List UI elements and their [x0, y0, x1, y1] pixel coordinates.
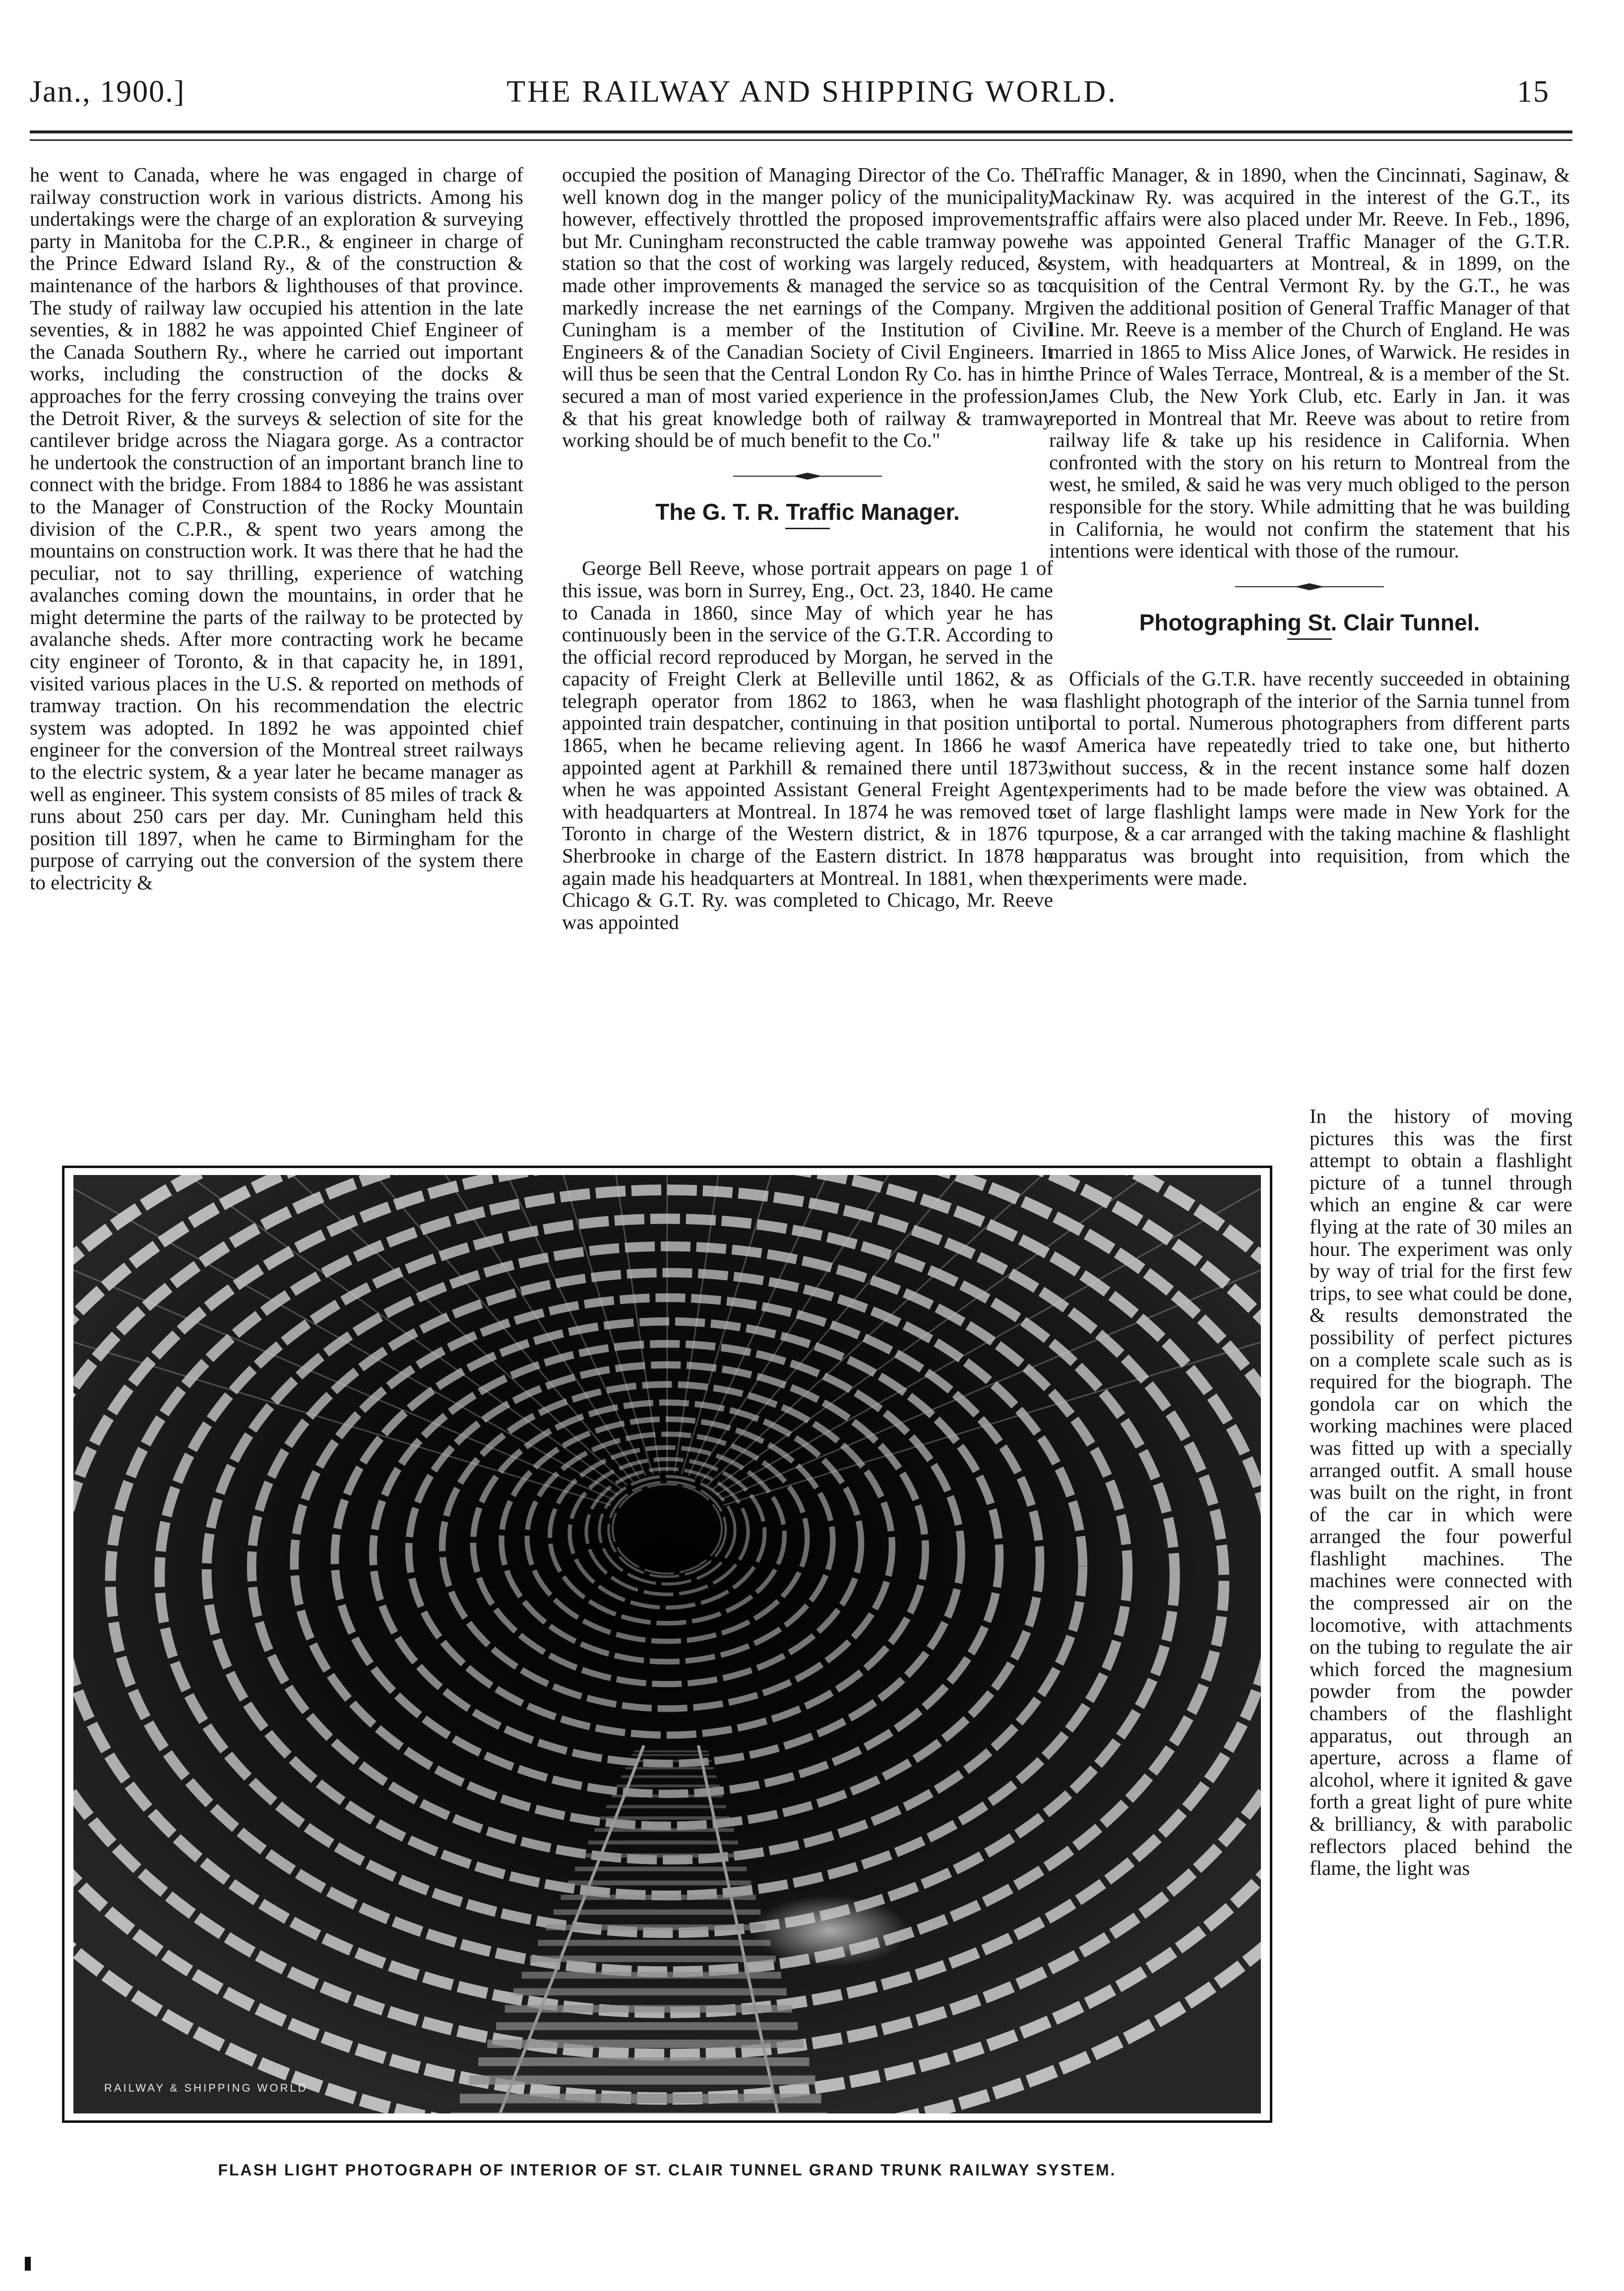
publication-title: THE RAILWAY AND SHIPPING WORLD.	[506, 75, 1118, 109]
paragraph: In the history of moving pictures this was the first attempt to obtain a flashlight picture of a tunnel through which an engine & car were flying at the rate of 30 miles an hour. The experiment was only by way of trial for the first few trips, to see what could be done, & results demonstrated the possibility of perfect pictures on a complete scale such as is required for the biograph. The gondola car on which the working machines were placed was fitted up with a specially arranged outfit. A small house was built on the right, in front of the car in which were arranged the four powerful flashlight machines. The machines were connected with the compressed air on the locomotive, with attachments on the tubing to regulate the air which forced the magnesium powder from the powder chambers of the flashlight apparatus, out through an aperture, across a flame of alcohol, where it ignited & gave forth a great light of pure white & brilliancy, & with parabolic reflectors placed behind the flame, the light was	[1310, 1105, 1572, 1880]
railway-tie	[530, 1956, 776, 1962]
railway-tie	[561, 1895, 755, 1900]
railway-tie	[606, 1805, 726, 1808]
railway-tie	[546, 1924, 765, 1930]
tunnel-photograph-frame	[62, 1166, 1272, 2123]
section-divider-ornament	[1235, 582, 1384, 592]
railway-tie	[554, 1910, 761, 1915]
railway-tie	[478, 2057, 809, 2066]
paragraph: Traffic Manager, & in 1890, when the Cincinnati, Saginaw, & Mackinaw Ry. was acquired in the interest of the G.T., its traffic affairs were also placed under Mr. Reeve. In Feb., 1896, he was appointed General Traffic Manager of the G.T.R. system, with headquarters at Montreal, & in 1899, on the acquisition of the Central Vermont Ry. by the G.T., he was given the additional position of General Traffic Manager of that line. Mr. Reeve is a member of the Church of England. He was married in 1865 to Miss Alice Jones, of Warwick. He resides in the Prince of Wales Terrace, Montreal, & is a member of the St. James Club, the New York Club, etc. Early in Jan. it was reported in Montreal that Mr. Reeve was about to retire from railway life & take up his residence in California. When confronted with the story on his return to Montreal from the west, he smiled, & said he was very much obliged to the person responsible for the story. While admitting that he was building in California, he would not confirm the statement that his intentions were identical with those of the rumour.	[1049, 164, 1570, 562]
section-heading: The G. T. R. Traffic Manager.	[655, 498, 960, 525]
heading-rule	[1287, 638, 1332, 640]
railway-tie	[601, 1816, 730, 1820]
section-divider-ornament	[733, 471, 882, 481]
heading-rule	[785, 528, 830, 529]
section-heading: Photographing St. Clair Tunnel.	[1139, 609, 1480, 635]
column-2	[562, 164, 1053, 1156]
railway-tie	[522, 1972, 781, 1979]
railway-tie	[460, 2094, 821, 2103]
header-rule-thick	[30, 130, 1572, 133]
railway-tie	[625, 1767, 714, 1770]
railway-tie	[513, 1988, 787, 1996]
column-3-continued	[1310, 1105, 1572, 2181]
railway-tie	[487, 2040, 803, 2048]
photo-caption: FLASH LIGHT PHOTOGRAPH OF INTERIOR OF ST. CLAIR TUNNEL GRAND TRUNK RAILWAY SYSTEM.	[218, 2161, 1117, 2179]
railway-tie	[568, 1880, 751, 1885]
tunnel-photograph	[73, 1175, 1261, 2113]
railway-tie	[629, 1760, 711, 1762]
railway-tie	[582, 1854, 743, 1858]
railway-tie	[612, 1795, 723, 1797]
railway-tie	[634, 1750, 708, 1752]
photo-credit: RAILWAY & SHIPPING WORLD	[104, 2082, 308, 2094]
railway-tie	[632, 1754, 709, 1756]
railway-tie	[575, 1867, 747, 1871]
railway-tie	[505, 2005, 792, 2012]
railway-tie	[469, 2075, 815, 2084]
page-corner-mark	[25, 2257, 31, 2271]
column-1	[30, 164, 523, 1156]
page-number: 15	[1517, 75, 1550, 109]
railway-tie	[617, 1785, 720, 1788]
railway-tie	[621, 1775, 716, 1778]
paragraph: Officials of the G.T.R. have recently succeeded in obtaining a flashlight photograph of the interior of the Sarnia tunnel from portal to portal. Numerous photographers from different parts of America have repeatedly tried to take one, but hitherto without success, & in the recent instance some half dozen experiments had to be made before the view was obtained. A set of large flashlight lamps were made in New York for the purpose, & a car arranged with the taking machine & flashlight apparatus was brought into requisition, from which the experiments were made.	[1049, 667, 1570, 889]
column-3	[1049, 164, 1570, 1255]
railway-tie	[496, 2022, 798, 2030]
railway-tie	[538, 1940, 770, 1946]
railway-tie	[450, 2112, 827, 2113]
railway-tie	[595, 1828, 734, 1832]
railway-tie	[588, 1841, 738, 1845]
paragraph: he went to Canada, where he was engaged in charge of railway construction work in various districts. Among his undertakings were the charge of an exploration & surveying party in Manitoba for the C.P.R., & engineer in charge of the Prince Edward Island Ry., & of the construction & maintenance of the harbors & lighthouses of that province. The study of railway law occupied his attention in the late seventies, & in 1882 he was appointed Chief Engineer of the Canada Southern Ry., where he carried out important works, including the construction of the docks & approaches for the ferry crossing conveying the trains over the Detroit River, & the surveys & selection of site for the cantilever bridge across the Niagara gorge. As a contractor he undertook the construction of an important branch line to connect with the bridge. From 1884 to 1886 he was assistant to the Manager of Construction of the Rocky Mountain division of the C.P.R., & spent two years among the mountains on construction work. It was there that he had the peculiar, not to say thrilling, experience of watching avalanches coming down the mountains, in order that he might determine the parts of the railway to be protected by avalanche sheds. After more contracting work he became city engineer of Toronto, & in that capacity he, in 1891, visited various places in the U.S. & reported on methods of tramway traction. On his recommendation the electric system was adopted. In 1892 he was appointed chief engineer for the conversion of the Montreal street railways to the electric system, & a year later he became manager as well as engineer. This system consists of 85 miles of track & runs about 250 cars per day. Mr. Cuningham held this position till 1897, when he came to Birmingham for the purpose of carrying out the conversion of the system there to electricity &	[30, 164, 523, 894]
issue-date: Jan., 1900.]	[30, 75, 186, 109]
paragraph: occupied the position of Managing Director of the Co. The well known dog in the manger policy of the municipality, however, effectively throttled the proposed improvements, but Mr. Cuningham reconstructed the cable tramway power station so that the cost of working was largely reduced, & made other improvements & managed the service so as to markedly increase the net earnings of the Company. Mr. Cuningham is a member of the Institution of Civil Engineers & of the Canadian Society of Civil Engineers. It will thus be seen that the Central London Ry Co. has in him secured a man of most varied experience in the profession, & that his great knowledge both of railway & tramway working should be of much benefit to the Co."	[562, 164, 1053, 452]
header-rule-thin	[30, 139, 1572, 141]
tunnel-illustration	[73, 1175, 1261, 2113]
paragraph: George Bell Reeve, whose portrait appears on page 1 of this issue, was born in Surrey, Eng., Oct. 23, 1840. He came to Canada in 1860, since May of which year he has continuously been in the service of the G.T.R. According to the official record reproduced by Morgan, he served in the capacity of Freight Clerk at Belleville until 1862, & as telegraph operator from 1862 to 1863, when he was appointed train despatcher, continuing in that position until 1865, when he became relieving agent. In 1866 he was appointed agent at Parkhill & remained there until 1873, when he was appointed Assistant General Freight Agent, with headquarters at Montreal. In 1874 he was removed to Toronto in charge of the Western district, & in 1876 to Sherbrooke in charge of the Eastern district. In 1878 he again made his headquarters at Montreal. In 1881, when the Chicago & G.T. Ry. was completed to Chicago, Mr. Reeve was appointed	[562, 557, 1053, 933]
